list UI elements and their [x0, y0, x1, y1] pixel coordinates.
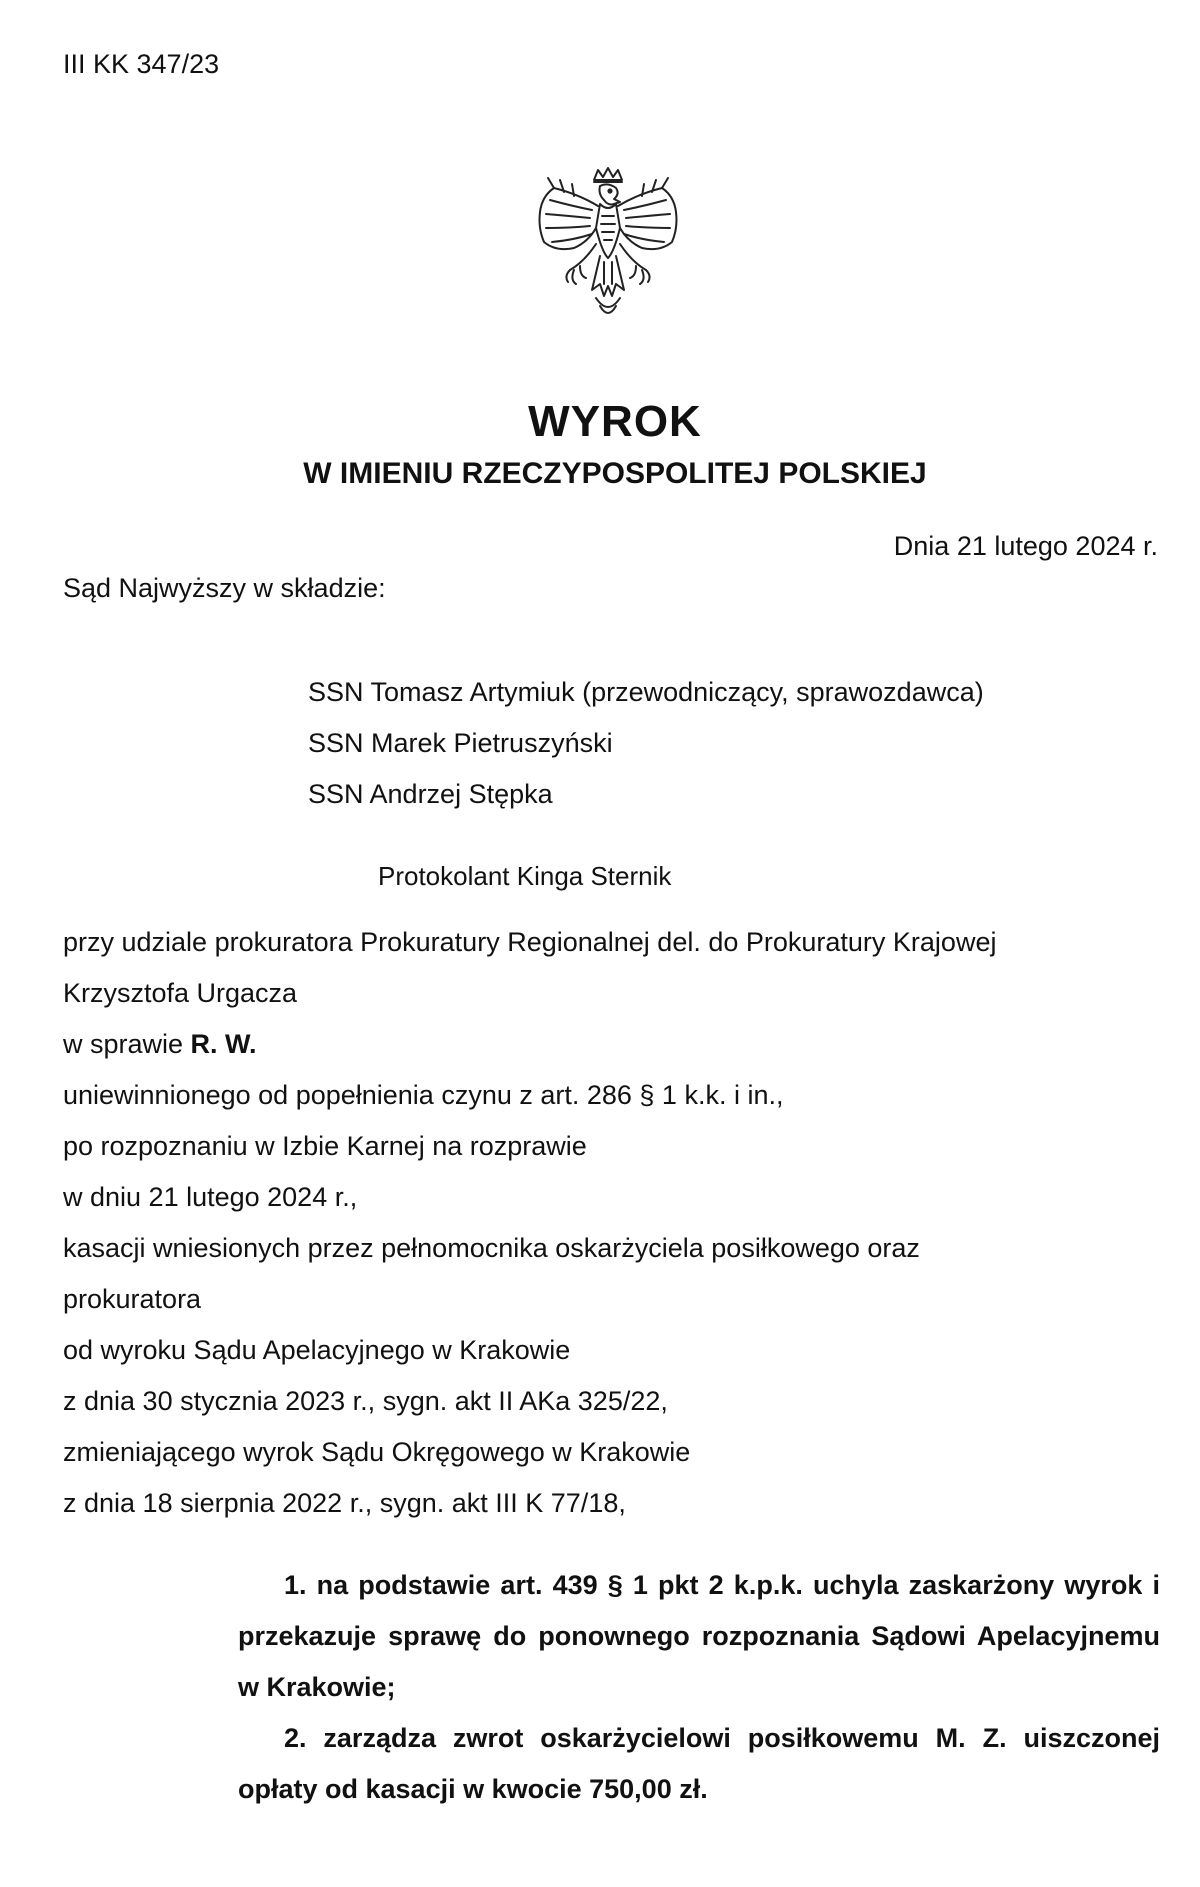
- body-line: w dniu 21 lutego 2024 r.,: [63, 1182, 358, 1212]
- ruling-item: 1. na podstawie art. 439 § 1 pkt 2 k.p.k. uchyla zaskarżony wyrok i przekazuje sprawę do ponownego rozpoznania Sądowi Apelacyjnemu w Krakowie;: [238, 1570, 1160, 1702]
- judgment-date: Dnia 21 lutego 2024 r.: [893, 531, 1158, 561]
- body-line: kasacji wniesionych przez pełnomocnika oskarżyciela posiłkowego oraz: [63, 1233, 920, 1263]
- judge-member: SSN Marek Pietruszyński: [308, 728, 613, 758]
- polish-eagle-emblem: [534, 166, 682, 322]
- case-number: III KK 347/23: [63, 49, 220, 79]
- body-line: uniewinnionego od popełnienia czynu z art. 286 § 1 k.k. i in.,: [63, 1080, 784, 1110]
- body-line: po rozpoznaniu w Izbie Karnej na rozprawie: [63, 1131, 587, 1161]
- prosecutor-name: Krzysztofa Urgacza: [63, 978, 298, 1008]
- defendant-initials: R. W.: [190, 1029, 257, 1059]
- ruling-item: 2. zarządza zwrot oskarżycielowi posiłkowemu M. Z. uiszczonej opłaty od kasacji w kwocie 750,00 zł.: [238, 1723, 1160, 1804]
- court-composition-label: Sąd Najwyższy w składzie:: [63, 573, 386, 603]
- case-subject-line: [63, 1028, 257, 1060]
- body-line: z dnia 18 sierpnia 2022 r., sygn. akt III K 77/18,: [63, 1488, 626, 1518]
- document-title: WYROK: [528, 397, 702, 446]
- judge-member: SSN Andrzej Stępka: [308, 779, 553, 809]
- judge-presiding: SSN Tomasz Artymiuk (przewodniczący, sprawozdawca): [308, 677, 984, 707]
- body-line: od wyroku Sądu Apelacyjnego w Krakowie: [63, 1335, 571, 1365]
- ruling-section: [238, 1560, 1160, 1815]
- body-line: z dnia 30 stycznia 2023 r., sygn. akt II AKa 325/22,: [63, 1386, 668, 1416]
- body-line: zmieniającego wyrok Sądu Okręgowego w Krakowie: [63, 1437, 691, 1467]
- body-line: prokuratora: [63, 1284, 202, 1314]
- case-prefix: w sprawie: [63, 1029, 191, 1059]
- court-clerk: Protokolant Kinga Sternik: [378, 861, 672, 891]
- document-subtitle: W IMIENIU RZECZYPOSPOLITEJ POLSKIEJ: [303, 457, 927, 490]
- prosecutor-line: przy udziale prokuratora Prokuratury Regionalnej del. do Prokuratury Krajowej: [63, 927, 997, 957]
